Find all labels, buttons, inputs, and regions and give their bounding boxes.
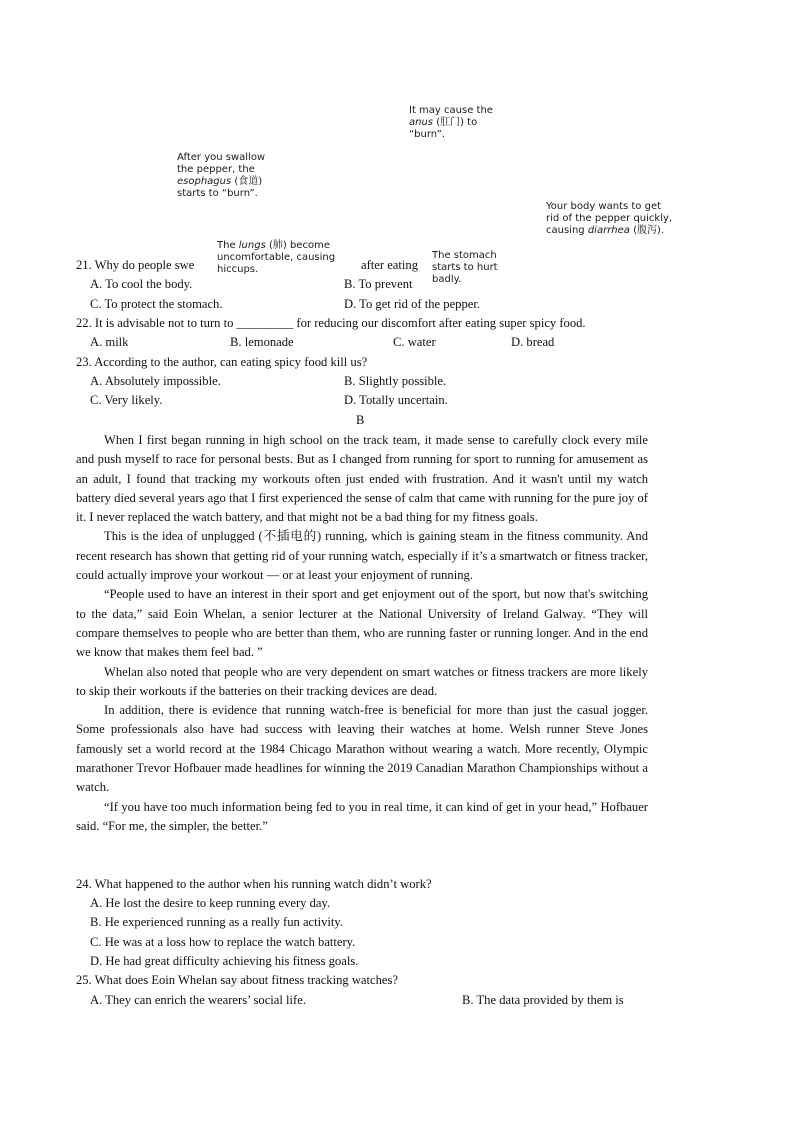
q21-stem-end: after eating [361, 258, 418, 272]
diarrhea-label: Your body wants to get rid of the pepper quickly, causing diarrhea (腹泻). [546, 201, 673, 236]
passage-paragraph: This is the idea of unplugged (不插电的) running, which is gaining steam in the fitness community. And recent research has shown that getting rid of your running watch, especially if it’s a smartwatch or fitness tracker, could actually improve your workout — or at least your enjoyment of running. [76, 529, 648, 583]
q22-option-b: B. lemonade [230, 335, 294, 349]
q22-option-d: D. bread [511, 335, 555, 349]
passage [76, 431, 648, 836]
q22-stem: 22. It is advisable not to turn to _________ for reducing our discomfort after eating super spicy food. [76, 316, 586, 330]
q25-stem: 25. What does Eoin Whelan say about fitness tracking watches? [76, 973, 398, 987]
q24-option-a: A. He lost the desire to keep running every day. [90, 896, 331, 910]
q21-option-d: D. To get rid of the pepper. [344, 297, 480, 311]
passage-paragraph: In addition, there is evidence that running watch-free is beneficial for more than just the casual jogger. Some professionals also have had success with leaving their watches at home. Welsh runner Steve Jones famously set a world record at the 1984 Chicago Marathon without wearing a watch. More recently, Olympic marathoner Trevor Hofbauer made headlines for winning the 2019 Canadian Marathon Championships without a watch. [76, 703, 648, 795]
q22-option-c: C. water [393, 335, 436, 349]
q24-option-b: B. He experienced running as a really fun activity. [90, 915, 344, 929]
q22-option-a: A. milk [90, 335, 129, 349]
q24-stem: 24. What happened to the author when his running watch didn’t work? [76, 877, 432, 891]
q21-option-c: C. To protect the stomach. [90, 297, 223, 311]
q21-option-a: A. To cool the body. [90, 277, 193, 291]
q21-stem-start: 21. Why do people swe [76, 258, 195, 272]
passage-paragraph: “If you have too much information being fed to you in real time, it can kind of get in your head,” Hofbauer said. “For me, the simpler, the better.” [76, 799, 648, 833]
q24-option-c: C. He was at a loss how to replace the watch battery. [90, 935, 356, 949]
section-b-heading: B [356, 413, 365, 427]
q23-option-a: A. Absolutely impossible. [90, 374, 221, 388]
q25-option-b: B. The data provided by them is [462, 993, 624, 1007]
q23-option-c: C. Very likely. [90, 393, 163, 407]
q21-option-b: B. To prevent [344, 277, 413, 291]
q24-option-d: D. He had great difficulty achieving his fitness goals. [90, 954, 359, 968]
passage-paragraph: “People used to have an interest in their sport and get enjoyment out of the sport, but now that's switching to the data,” said Eoin Whelan, a senior lecturer at the National University of Ireland Galway. “They will compare themselves to people who are better than them, who are running faster or running longer. And in the end we know that makes them feel bad. ” [76, 587, 648, 660]
lungs-label: The lungs (肺) become uncomfortable, causing hiccups. [217, 240, 336, 275]
stomach-label: The stomach starts to hurt badly. [432, 250, 498, 285]
q23-stem: 23. According to the author, can eating spicy food kill us? [76, 355, 368, 369]
passage-paragraph: When I first began running in high school on the track team, it made sense to carefully clock every mile and push myself to race for personal bests. But as I changed from running for sport to running for amusement as an adult, I found that tracking my workouts often just ended with frustration. And it wasn't until my watch battery died several years ago that I first experienced the sense of calm that came with running for the pure joy of it. I never replaced the watch battery, and that might not be a bad thing for my fitness goals. [76, 433, 648, 525]
anus-label: It may cause the anus (肛门) to “burn”. [409, 105, 493, 140]
q23-option-d: D. Totally uncertain. [344, 393, 448, 407]
esophagus-label: After you swallow the pepper, the esophagus (食道) starts to “burn”. [177, 152, 266, 199]
passage-paragraph: Whelan also noted that people who are very dependent on smart watches or fitness trackers are more likely to skip their workouts if the batteries on their tracking devices are dead. [76, 664, 648, 698]
q23-option-b: B. Slightly possible. [344, 374, 447, 388]
q25-option-a: A. They can enrich the wearers’ social life. [90, 993, 306, 1007]
